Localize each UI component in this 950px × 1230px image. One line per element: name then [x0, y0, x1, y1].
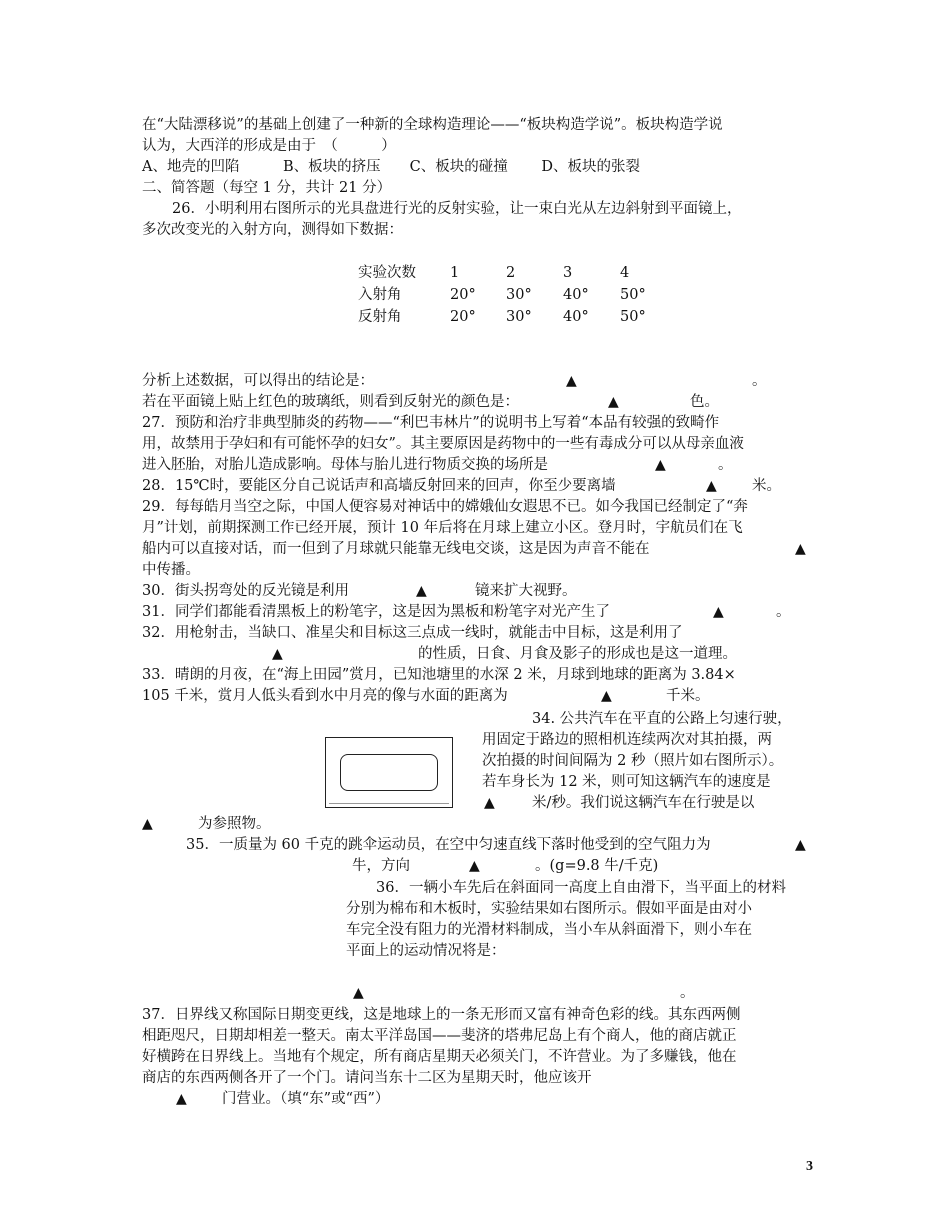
- answer-blank-marker: ▲: [706, 478, 717, 494]
- q30-text: 30．街头拐弯处的反光镜是利用: [142, 583, 349, 599]
- q25-line2: 认为，大西洋的形成是由于 （ ）: [142, 138, 396, 154]
- section-2-title: 二、简答题（每空 1 分，共计 21 分）: [142, 180, 392, 196]
- incidence-cell: 30°: [506, 287, 532, 303]
- row-label-incidence: 入射角: [358, 287, 402, 303]
- q35-line2-b: 。(g=9.8 牛/千克): [535, 858, 659, 874]
- q35-line2-a: 牛，方向: [352, 858, 410, 874]
- answer-blank-marker: ▲: [142, 816, 153, 832]
- answer-blank-marker: ▲: [469, 858, 480, 874]
- q26-line1: 26．小明利用右图所示的光具盘进行光的反射实验，让一束白光从左边斜射到平面镜上，: [172, 201, 742, 217]
- q34-line6: 为参照物。: [198, 816, 271, 832]
- q29-line4: 中传播。: [142, 562, 200, 578]
- photo-edge-line: [329, 803, 449, 804]
- answer-blank-marker: ▲: [795, 541, 806, 557]
- incidence-cell: 50°: [620, 287, 646, 303]
- trial-cell: 1: [450, 265, 460, 281]
- bus-outline: [340, 754, 438, 791]
- q36-line1: 36．一辆小车先后在斜面同一高度上自由滑下，当平面上的材料: [376, 880, 786, 896]
- answer-blank-marker: ▲: [713, 604, 724, 620]
- q37-line1: 37．日界线又称国际日期变更线，这是地球上的一条无形而又富有神奇色彩的线。其东西两侧: [142, 1007, 741, 1023]
- reflection-cell: 30°: [506, 309, 532, 325]
- q35-line1: 35．一质量为 60 千克的跳伞运动员，在空中匀速直线下落时他受到的空气阻力为: [186, 837, 711, 853]
- q26-analysis: 分析上述数据，可以得出的结论是：: [142, 373, 374, 389]
- row-label-trials: 实验次数: [358, 265, 416, 281]
- answer-blank-marker: ▲: [608, 394, 619, 410]
- answer-blank-marker: ▲: [795, 837, 806, 853]
- answer-blank-marker: ▲: [601, 688, 612, 704]
- trial-cell: 4: [620, 265, 630, 281]
- q26-analysis-end: 。: [752, 373, 767, 389]
- q29-line2: 月”计划，前期探测工作已经开展，预计 10 年后将在月球上建立小区。登月时，宇航员们在飞: [142, 520, 743, 536]
- q34-line3: 次拍摄的时间间隔为 2 秒（照片如右图所示）。: [482, 753, 784, 769]
- q27-line3: 进入胚胎，对胎儿造成影响。母体与胎儿进行物质交换的场所是: [142, 457, 548, 473]
- q37-line4: 商店的东西两侧各开了一个门。请问当东十二区为星期天时，他应该开: [142, 1070, 592, 1086]
- answer-blank-marker: ▲: [353, 985, 364, 1001]
- answer-blank-marker: ▲: [484, 795, 495, 811]
- q33-line1: 33．晴朗的月夜，在“海上田园”赏月，已知池塘里的水深 2 米，月球到地球的距离为 3.84×: [142, 667, 736, 683]
- q29-line3: 船内可以直接对话，而一但到了月球就只能靠无线电交谈，这是因为声音不能在: [142, 541, 650, 557]
- incidence-cell: 40°: [563, 287, 589, 303]
- q33-line2-end: 千米。: [666, 688, 710, 704]
- q26-line2: 多次改变光的入射方向，测得如下数据：: [142, 222, 403, 238]
- answer-blank-marker: ▲: [176, 1091, 187, 1107]
- q31-end: 。: [776, 604, 791, 620]
- q34-line5: 米/秒。我们说这辆汽车在行驶是以: [532, 795, 755, 811]
- q37-line3: 好横跨在日界线上。当地有个规定，所有商店星期天必须关门，不许营业。为了多赚钱，他在: [142, 1049, 737, 1065]
- answer-blank-marker: ▲: [272, 646, 283, 662]
- q36-line4: 平面上的运动情况将是：: [346, 943, 506, 959]
- q34-line2: 用固定于路边的照相机连续两次对其拍摄，两: [482, 732, 772, 748]
- reflection-cell: 20°: [450, 309, 476, 325]
- q26-glass: 若在平面镜上贴上红色的玻璃纸，则看到反射光的颜色是：: [142, 394, 519, 410]
- q36-line2: 分别为棉布和木板时，实验结果如右图所示。假如平面是由对小: [346, 901, 752, 917]
- q28-end: 米。: [752, 478, 781, 494]
- q36-line3: 车完全没有阻力的光滑材料制成，当小车从斜面滑下，则小车在: [346, 922, 752, 938]
- q30-end: 镜来扩大视野。: [475, 583, 577, 599]
- q26-glass-end: 色。: [690, 394, 719, 410]
- q28-text: 28．15℃时，要能区分自己说话声和高墙反射回来的回声，你至少要离墙: [142, 478, 616, 494]
- q36-end: 。: [680, 985, 695, 1001]
- q34-line1: 34. 公共汽车在平直的公路上匀速行驶，: [532, 711, 792, 727]
- q34-line4: 若车身长为 12 米，则可知这辆汽车的速度是: [482, 774, 771, 790]
- q32-line2: 的性质，日食、月食及影子的形成也是这一道理。: [418, 646, 737, 662]
- q27-line3-end: 。: [718, 457, 733, 473]
- q37-line2: 相距咫尺，日期却相差一整天。南太平洋岛国——斐济的塔弗尼岛上有个商人，他的商店就正: [142, 1028, 737, 1044]
- row-label-reflection: 反射角: [358, 309, 402, 325]
- q32-line1: 32．用枪射击，当缺口、准星尖和目标这三点成一线时，就能击中目标，这是利用了: [142, 625, 683, 641]
- bus-photo-figure: [325, 737, 453, 808]
- page-number: 3: [806, 1159, 813, 1174]
- trial-cell: 3: [563, 265, 573, 281]
- q29-line1: 29．每每皓月当空之际，中国人便容易对神话中的嫦娥仙女遐思不已。如今我国已经制定了“奔: [142, 499, 748, 515]
- reflection-cell: 50°: [620, 309, 646, 325]
- trial-cell: 2: [506, 265, 516, 281]
- q37-line5: 门营业。（填“东”或“西”）: [222, 1091, 390, 1107]
- reflection-cell: 40°: [563, 309, 589, 325]
- q31-text: 31．同学们都能看清黑板上的粉笔字，这是因为黑板和粉笔字对光产生了: [142, 604, 610, 620]
- answer-blank-marker: ▲: [416, 583, 427, 599]
- answer-blank-marker: ▲: [566, 373, 577, 389]
- q25-options: A、地壳的凹陷 B、板块的挤压 C、板块的碰撞 D、板块的张裂: [142, 159, 640, 175]
- q27-line2: 用，故禁用于孕妇和有可能怀孕的妇女”。其主要原因是药物中的一些有毒成分可以从母亲血液: [142, 436, 744, 452]
- q27-line1: 27．预防和治疗非典型肺炎的药物——“利巴韦林片”的说明书上写着“本品有较强的致畸作: [142, 415, 720, 431]
- incidence-cell: 20°: [450, 287, 476, 303]
- q25-line1: 在“大陆漂移说”的基础上创建了一种新的全球构造理论——“板块构造学说”。板块构造学说: [142, 117, 723, 133]
- answer-blank-marker: ▲: [655, 457, 666, 473]
- q33-line2: 105 千米，赏月人低头看到水中月亮的像与水面的距离为: [142, 688, 508, 704]
